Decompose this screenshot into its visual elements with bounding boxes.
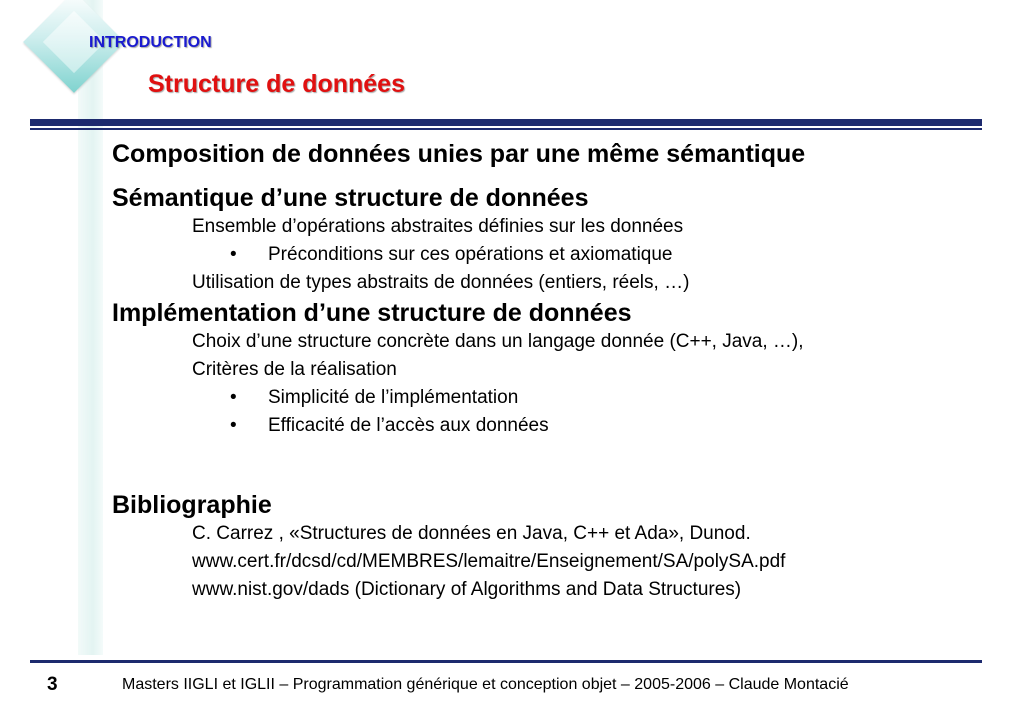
bullet-text: Simplicité de l’implémentation [268, 387, 519, 408]
slide-body [112, 139, 1012, 604]
bibliography-item: C. Carrez , «Structures de données en Java, C++ et Ada», Dunod. [192, 523, 751, 544]
section-label: INTRODUCTION [89, 34, 212, 51]
heading-bibliographie: Bibliographie [112, 491, 272, 519]
heading-composition: Composition de données unies par une même sémantique [112, 140, 806, 168]
bibliography-link[interactable]: www.cert.fr/dcsd/cd/MEMBRES/lemaitre/Enseignement/SA/polySA.pdf [192, 551, 786, 572]
list-item: Ensemble d’opérations abstraites définies sur les données [192, 216, 684, 237]
side-decoration-stripe [78, 0, 103, 655]
footer-caption: Masters IIGLI et IGLII – Programmation générique et conception objet – 2005-2006 – Claude Montacié [122, 676, 849, 693]
list-item: Critères de la réalisation [192, 359, 397, 380]
bullet-text: Préconditions sur ces opérations et axiomatique [268, 244, 673, 265]
heading-implementation: Implémentation d’une structure de données [112, 299, 632, 327]
footer-divider [30, 660, 982, 663]
bullet-text: Efficacité de l’accès aux données [268, 415, 549, 436]
header-divider-thick [30, 119, 982, 126]
page-number: 3 [47, 674, 58, 695]
bullet-item [112, 412, 1012, 440]
list-item: Utilisation de types abstraits de données (entiers, réels, …) [192, 272, 690, 293]
bullet-item [112, 384, 1012, 412]
bibliography-link[interactable]: www.nist.gov/dads (Dictionary of Algorithms and Data Structures) [192, 579, 742, 600]
header-divider-thin [30, 128, 982, 130]
bullet-icon: • [230, 387, 237, 408]
list-item: Choix d’une structure concrète dans un langage donnée (C++, Java, …), [192, 331, 804, 352]
bullet-item [112, 241, 1012, 269]
slide-title: Structure de données [148, 70, 405, 98]
bullet-icon: • [230, 415, 237, 436]
heading-semantique: Sémantique d’une structure de données [112, 184, 589, 212]
bullet-icon: • [230, 244, 237, 265]
